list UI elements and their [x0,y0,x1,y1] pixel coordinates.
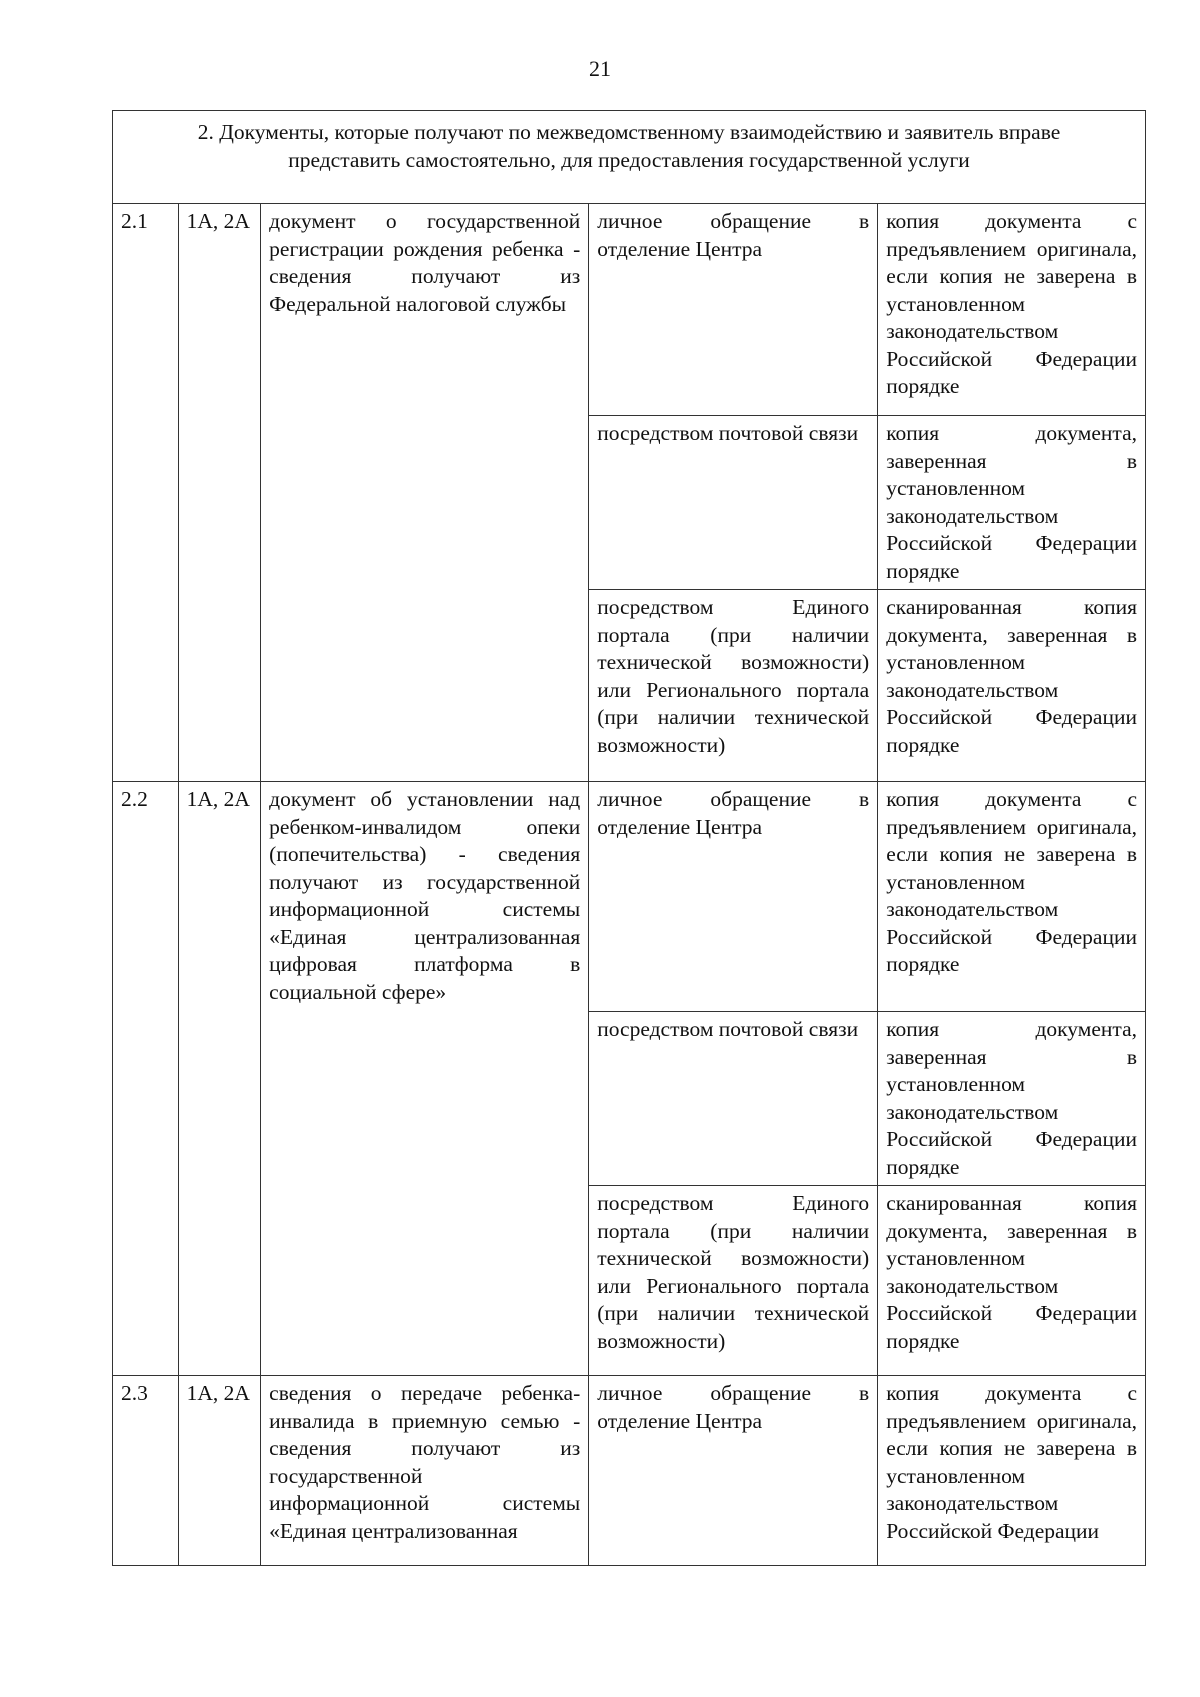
submission-method: личное обращение в отделение Центра [589,204,878,416]
section-title: 2. Документы, которые получают по межведомственному взаимодействию и заявитель вправе представить самостоятельно, для предоставления государственной услуги [113,111,1146,204]
section-header-row [113,111,1146,204]
row-category: 1А, 2А [178,204,261,782]
documents-table [112,110,1146,1566]
row-category: 1А, 2А [178,1376,261,1566]
document-name: документ об установлении над ребенком-инвалидом опеки (попечительства) - сведения получают из государственной информационной системы «Единая централизованная цифровая платформа в социальной сфере» [261,782,589,1376]
document-form: копия документа с предъявлением оригинала, если копия не заверена в установленном законодательством Российской Федерации порядке [878,204,1146,416]
submission-method: посредством Единого портала (при наличии технической возможности) или Регионального портала (при наличии технической возможности) [589,1186,878,1376]
submission-method: посредством Единого портала (при наличии технической возможности) или Регионального портала (при наличии технической возможности) [589,590,878,782]
document-form: копия документа, заверенная в установленном законодательством Российской Федерации порядке [878,416,1146,590]
table-row [113,782,1146,1012]
document-form: сканированная копия документа, заверенная в установленном законодательством Российской Федерации порядке [878,1186,1146,1376]
submission-method: личное обращение в отделение Центра [589,782,878,1012]
table-row [113,204,1146,416]
document-form: сканированная копия документа, заверенная в установленном законодательством Российской Федерации порядке [878,590,1146,782]
document-form: копия документа с предъявлением оригинала, если копия не заверена в установленном законодательством Российской Федерации порядке [878,782,1146,1012]
submission-method: личное обращение в отделение Центра [589,1376,878,1566]
submission-method: посредством почтовой связи [589,1012,878,1186]
row-number: 2.3 [113,1376,179,1566]
table-row [113,1376,1146,1566]
document-name: документ о государственной регистрации рождения ребенка - сведения получают из Федеральной налоговой службы [261,204,589,782]
submission-method: посредством почтовой связи [589,416,878,590]
row-category: 1А, 2А [178,782,261,1376]
document-form: копия документа, заверенная в установленном законодательством Российской Федерации порядке [878,1012,1146,1186]
row-number: 2.1 [113,204,179,782]
row-number: 2.2 [113,782,179,1376]
document-name: сведения о передаче ребенка-инвалида в приемную семью - сведения получают из государственной информационной системы «Единая централизованная [261,1376,589,1566]
page-number: 21 [589,56,611,81]
document-form: копия документа с предъявлением оригинала, если копия не заверена в установленном законодательством Российской Федерации [878,1376,1146,1566]
